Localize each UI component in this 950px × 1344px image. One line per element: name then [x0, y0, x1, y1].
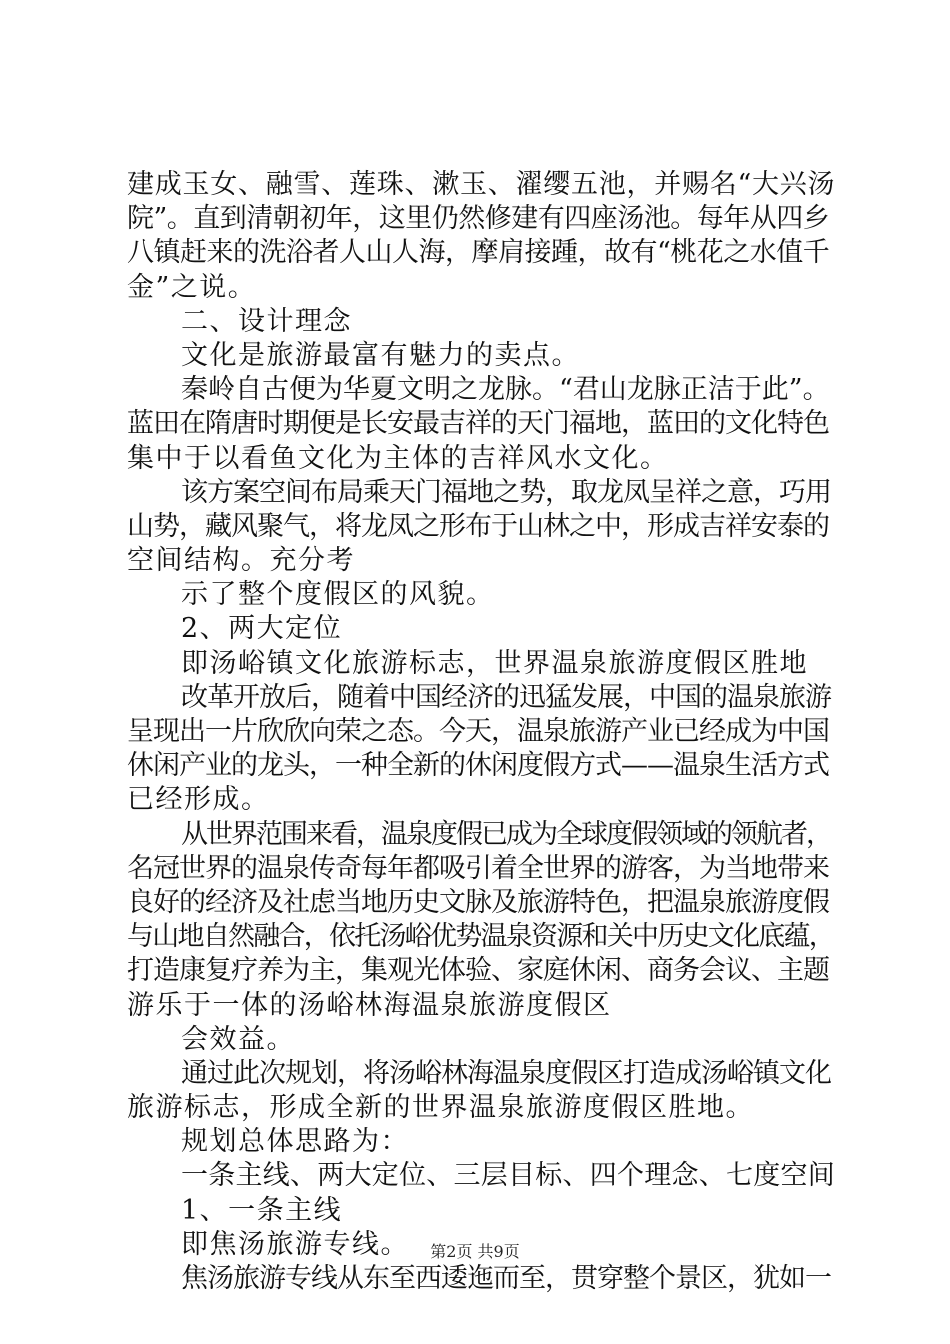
- text-line: 金”之说。: [127, 271, 257, 303]
- text-line: 通过此次规划，将汤峪林海温泉度假区打造成汤峪镇文化: [181, 1057, 831, 1089]
- text-line: 改革开放后，随着中国经济的迅猛发展，中国的温泉旅游: [181, 681, 831, 713]
- text-line: 焦汤旅游专线从东至西逶迤而至，贯穿整个景区，犹如一: [181, 1263, 831, 1294]
- text-line: 示了整个度假区的风貌。: [181, 579, 495, 611]
- document-body: [127, 168, 835, 1296]
- text-line: 该方案空间布局乘天门福地之势，取龙凤呈祥之意，巧用: [181, 476, 831, 508]
- text-line: 旅游标志，形成全新的世界温泉旅游度假区胜地。: [127, 1092, 754, 1124]
- text-line: 秦岭自古便为华夏文明之龙脉。“君山龙脉正洁于此”。: [181, 374, 830, 406]
- text-line: 与山地自然融合，依托汤峪优势温泉资源和关中历史文化底蕴，: [127, 921, 834, 953]
- text-line: 文化是旅游最富有魅力的卖点。: [181, 339, 580, 371]
- text-line: 蓝田在隋唐时期便是长安最吉祥的天门福地，蓝田的文化特色: [127, 408, 829, 440]
- page-number-label: 第2页 共9页: [430, 1242, 520, 1261]
- text-line: 良好的经济及社虑当地历史文脉及旅游特色，把温泉旅游度假: [127, 886, 829, 918]
- text-line: 山势，藏风聚气，将龙凤之形布于山林之中，形成吉祥安泰的: [127, 510, 829, 542]
- text-line: 打造康复疗养为主，集观光体验、家庭休闲、商务会议、主题: [127, 955, 829, 987]
- text-line: 院”。直到清朝初年，这里仍然修建有四座汤池。每年从四乡: [127, 203, 830, 235]
- text-line: 名冠世界的温泉传奇每年都吸引着全世界的游客，为当地带来: [127, 852, 829, 884]
- text-line: 从世界范围来看，温泉度假已成为全球度假领域的领航者，: [181, 818, 831, 850]
- text-line: 八镇赶来的洗浴者人山人海，摩肩接踵，故有“桃花之水值千: [127, 237, 830, 269]
- text-line: 会效益。: [181, 1023, 295, 1055]
- page-footer: [0, 1242, 950, 1262]
- text-line: 休闲产业的龙头，一种全新的休闲度假方式——温泉生活方式: [127, 750, 829, 782]
- section-heading: 2、两大定位: [181, 613, 343, 645]
- text-line: 已经形成。: [127, 784, 270, 816]
- text-line: 建成玉女、融雪、莲珠、漱玉、濯缨五池，并赐名“大兴汤: [127, 169, 836, 200]
- text-line: 规划总体思路为：: [181, 1126, 409, 1158]
- text-line: 集中于以看鱼文化为主体的吉祥风水文化。: [127, 442, 669, 474]
- section-heading: 二、设计理念: [181, 305, 352, 337]
- text-line: 一条主线、两大定位、三层目标、四个理念、七度空间: [181, 1160, 835, 1192]
- text-line: 游乐于一体的汤峪林海温泉旅游度假区: [127, 989, 612, 1021]
- text-line: 即焦汤旅游专线。: [181, 1228, 409, 1260]
- text-line: 空间结构。充分考: [127, 545, 355, 577]
- text-line: 呈现出一片欣欣向荣之态。今天，温泉旅游产业已经成为中国: [127, 716, 829, 747]
- section-heading: 1、一条主线: [181, 1194, 343, 1226]
- text-line: 即汤峪镇文化旅游标志，世界温泉旅游度假区胜地: [181, 647, 808, 679]
